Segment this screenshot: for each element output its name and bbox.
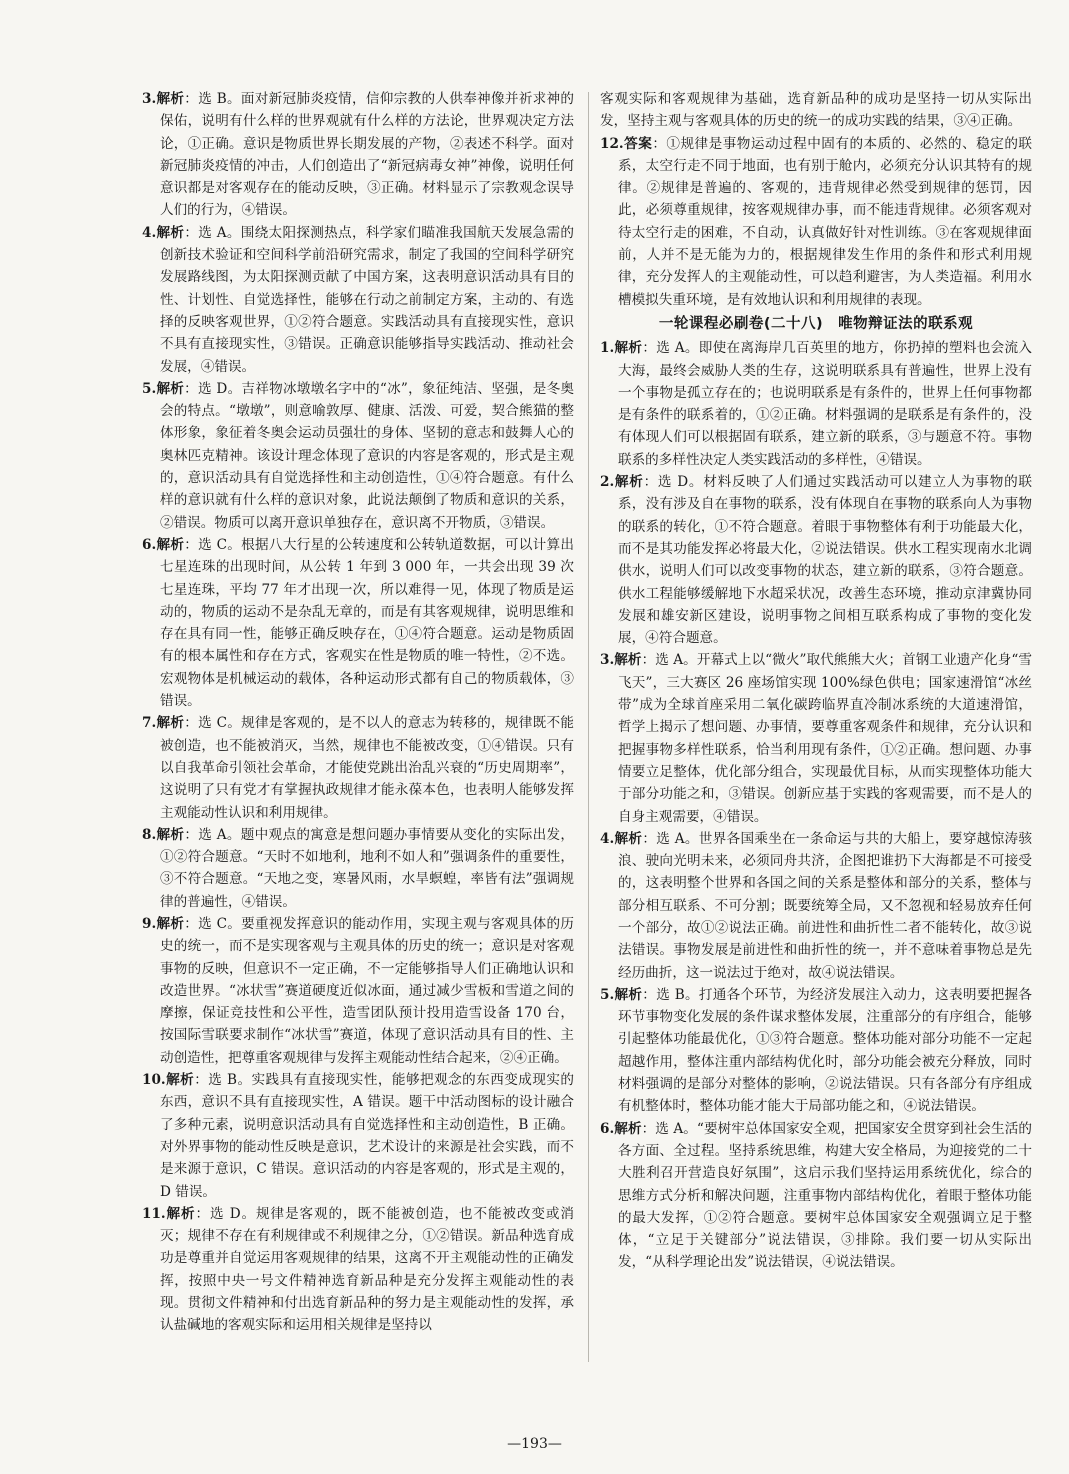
question-number: 5.: [600, 986, 615, 1003]
question-item: [142, 913, 574, 1069]
answer-text: ：选 C。根据八大行星的公转速度和公转轨道数据，可以计算出七星连珠的出现时间，从公转 1 年到 3 000 年，一共会出现 39 次七星连珠，平均 77 年才出现一次，所以难得一见，体现了物质是运动的，物质的运动不是杂乱无章的，而是有其客观规律，说明思维和存在具有同一性，能够正确反映存在，①④符合题意。运动是物质固有的根本属性和存在方式，客观实在性是物质的唯一特性，②不选。宏观物体是机械运动的载体，各种运动形式都有自己的物质载体，③错误。: [160, 536, 574, 710]
answer-keyword: 解析: [156, 536, 185, 553]
analysis-list: [600, 337, 1032, 1273]
answer-text: ：选 A。“要树牢总体国家安全观，把国家安全贯穿到社会生活的各方面、全过程。坚持系统思维，构建大安全格局，为迎接党的二十大胜利召开营造良好氛围”，这启示我们坚持运用系统优化，综合的思维方式分析和解决问题，注重事物内部结构优化，着眼于整体功能的最大发挥，①②符合题意。要树牢总体国家安全观强调立足于整体，“立足于关键部分”说法错误，③排除。我们要一切从实际出发，“从科学理论出发”说法错误，④说法错误。: [618, 1120, 1032, 1271]
answer-text: ：选 D。材料反映了人们通过实践活动可以建立人为事物的联系，没有涉及自在事物的联系，没有体现自在事物的联系向人为事物的联系的转化，①不符合题意。着眼于事物整体有利于功能最大化，而不是其功能发挥必将最大化，②说法错误。供水工程实现南水北调供水，说明人们可以改变事物的状态，建立新的联系，③符合题意。供水工程能够缓解地下水超采状况，改善生态环境，推动京津冀协同发展和雄安新区建设，说明事物之间相互联系构成了事物的变化发展，④符合题意。: [618, 474, 1033, 647]
question-item: [142, 1203, 574, 1337]
section-title: 一轮课程必刷卷(二十八) 唯物辩证法的联系观: [658, 315, 974, 332]
question-number: 12.: [600, 135, 624, 152]
question-item: [600, 337, 1032, 471]
answer-keyword: 解析: [614, 474, 644, 491]
question-number: 6.: [600, 1120, 615, 1137]
continuation-text: 客观实际和客观规律为基础，选育新品种的成功是坚持一切从实际出发，坚持主观与客观具体的历史的统一的成功实践的结果，③④正确。: [600, 91, 1032, 130]
answer-keyword: 解析: [156, 380, 185, 397]
column-divider: [588, 92, 589, 1362]
question-number: 10.: [142, 1072, 166, 1089]
question-number: 11.: [142, 1205, 166, 1222]
question-number: 9.: [142, 915, 157, 932]
answer-keyword: 解析: [156, 91, 185, 107]
answer-text: ：选 A。即使在离海岸几百英里的地方，你扔掉的塑料也会流入大海，最终会威胁人类的生存，这说明联系具有普遍性，世界上没有一个事物是孤立存在的；也说明联系是有条件的，世界上任何事物都是有条件的联系着的，①②正确。材料强调的是联系是有条件的，没有体现人们可以根据固有联系，建立新的联系，③与题意不符。事物联系的多样性决定人类实践活动的多样性，④错误。: [618, 340, 1033, 468]
answer-text: ：选 B。实践具有直接现实性，能够把观念的东西变成现实的东西，意识不具有直接现实性，A 错误。题干中活动图标的设计融合了多种元素，说明意识活动具有自觉选择性和主动创造性，B 正确。对外界事物的能动性反映是意识，艺术设计的来源是社会实践，而不是来源于意识，C 错误。意识活动的内容是客观的，形式是主观的，D 错误。: [160, 1072, 574, 1200]
answer-list: [600, 133, 1032, 311]
answer-text: ：选 A。围绕太阳探测热点，科学家们瞄准我国航天发展急需的创新技术验证和空间科学前沿研究需求，制定了我国的空间科学研究发展路线图，为太阳探测贡献了中国方案，这表明意识活动具有目的性、计划性、自觉选择性，能够在行动之前制定方案，主动的、有选择的反映客观世界，①②符合题意。实践活动具有直接现实性，意识不具有直接现实性，③错误。正确意识能够指导实践活动、推动社会发展，④错误。: [160, 224, 575, 375]
question-item: [142, 824, 574, 913]
right-column: [600, 88, 1032, 1274]
answer-text: ：选 B。面对新冠肺炎疫情，信仰宗教的人供奉神像并祈求神的保佑，说明有什么样的世界观就有什么样的方法论，世界观决定方法论，①正确。意识是物质世界长期发展的产物，②表述不科学。面对新冠肺炎疫情的冲击，人们创造出了“新冠病毒女神”神像，说明任何意识都是对客观存在的能动反映，③正确。材料显示了宗教观念误导人们的行为，④错误。: [160, 91, 575, 219]
question-item: [600, 1118, 1032, 1274]
answer-text: ：选 C。规律是客观的，是不以人的意志为转移的，规律既不能被创造，也不能被消灭，当然，规律也不能被改变，①④错误。只有以自我革命引领社会革命，才能使党跳出治乱兴衰的“历史周期率”，这说明了只有党才有掌握执政规律才能永葆本色，也表明人能够发挥主观能动性认识和利用规律。: [160, 715, 574, 821]
question-item: [600, 133, 1032, 311]
answer-keyword: 解析: [156, 826, 185, 843]
answer-text: ：选 C。要重视发挥意识的能动作用，实现主观与客观具体的历史的统一，而不是实现客观与主观具体的历史的统一；意识是对客观事物的反映，但意识不一定正确，不一定能够指导人们正确地认识和改造世界。“冰状雪”赛道硬度近似冰面，通过减少雪板和雪道之间的摩擦，保证竞技性和公平性，造雪团队预计投用造雪设备 170 台，按国际雪联要求制作“冰状雪”赛道，体现了意识活动具有目的性、主动创造性，把尊重客观规律与发挥主观能动性结合起来，②④正确。: [160, 915, 574, 1066]
question-number: 4.: [142, 224, 157, 241]
answer-text: ：选 B。打通各个环节，为经济发展注入动力，这表明要把握各环节事物变化发展的条件谋求整体发展，注重部分的有序组合，能够引起整体功能最优化，①③符合题意。整体功能对部分功能不一定起超越作用，整体注重内部结构优化时，部分功能会被充分释放，同时材料强调的是部分对整体的影响，②说法错误。只有各部分有序组成有机整体时，整体功能才能大于局部功能之和，④说法错误。: [618, 986, 1033, 1115]
question-item: [142, 712, 574, 823]
question-number: 7.: [142, 715, 157, 732]
answer-keyword: 解析: [614, 986, 643, 1003]
answer-text: ：选 A。题中观点的寓意是想问题办事情要从变化的实际出发，①②符合题意。“天时不如地利，地利不如人和”强调条件的重要性，③不符合题意。“天地之变，寒暑风雨，水旱螟蝗，率皆有法”强调规律的普遍性，④错误。: [160, 826, 575, 910]
answer-keyword: 解析: [156, 224, 185, 241]
question-item: [142, 1069, 574, 1203]
question-number: 2.: [600, 474, 615, 491]
question-number: 3.: [600, 652, 615, 669]
question-number: 5.: [142, 380, 157, 397]
question-number: 8.: [142, 826, 157, 843]
answer-keyword: 解析: [614, 830, 643, 847]
answer-keyword: 解析: [165, 1205, 196, 1222]
answer-keyword: 解析: [614, 340, 643, 357]
question-item: [600, 471, 1032, 649]
answer-keyword: 解析: [156, 715, 185, 732]
answer-keyword: 答案: [623, 135, 653, 152]
page-number: —193—: [507, 1436, 562, 1452]
question-number: 1.: [600, 340, 615, 357]
answer-keyword: 解析: [614, 1120, 642, 1137]
left-column: [142, 88, 574, 1337]
question-number: 3.: [142, 91, 157, 107]
question-item: [142, 222, 574, 378]
question-item: [142, 378, 574, 534]
answer-text: ：选 D。吉祥物冰墩墩名字中的“冰”，象征纯洁、坚强，是冬奥会的特点。“墩墩”，则意喻敦厚、健康、活泼、可爱，契合熊猫的整体形象，象征着冬奥会运动员强壮的身体、坚韧的意志和鼓舞人心的奥林匹克精神。该设计理念体现了意识的内容是客观的，形式是主观的，意识活动具有自觉选择性和主动创造性，①④符合题意。有什么样的意识就有什么样的意识对象，此说法颠倒了物质和意识的关系，②错误。物质可以离开意识单独存在，意识离不开物质，③错误。: [160, 380, 575, 531]
question-item: [600, 984, 1032, 1118]
answer-text: ：选 A。世界各国乘坐在一条命运与共的大船上，要穿越惊涛骇浪、驶向光明未来，必须同舟共济，企图把谁扔下大海都是不可接受的，这表明整个世界和各国之间的关系是整体和部分的关系，整体与部分相互联系、不可分割；既要统筹全局，又不忽视和轻易放弃任何一个部分，故①②说法正确。前进性和曲折性二者不能转化，故③说法错误。事物发展是前进性和曲折性的统一，并不意味着事物总是先经历曲折，这一说法过于绝对，故④说法错误。: [618, 830, 1033, 981]
answer-text: ：选 D。规律是客观的，既不能被创造，也不能被改变或消灭；规律不存在有利规律或不利规律之分，①②错误。新品种选育成功是尊重并自觉运用客观规律的结果，这离不开主观能动性的正确发挥，按照中央一号文件精神选育新品种是充分发挥主观能动性的表现。贯彻文件精神和付出选育新品种的努力是主观能动性的发挥，承认盐碱地的客观实际和运用相关规律是坚持以: [160, 1205, 575, 1334]
question-item: [600, 828, 1032, 984]
answer-text: ：①规律是事物运动过程中固有的本质的、必然的、稳定的联系，太空行走不同于地面，也有别于舱内，必须充分认识其特有的规律。②规律是普遍的、客观的，违背规律必然受到规律的惩罚，因此，必须尊重规律，按客观规律办事，而不能违背规律。必须客观对待太空行走的困难，不自动，认真做好针对性训练。③在客观规律面前，人并不是无能为力的，根据规律发生作用的条件和形式利用规律，充分发挥人的主观能动性，可以趋利避害，为人类造福。利用水槽模拟失重环境，是有效地认识和利用规律的表现。: [618, 135, 1033, 308]
answer-keyword: 解析: [156, 915, 185, 932]
question-item: [600, 649, 1032, 827]
answer-keyword: 解析: [165, 1072, 195, 1089]
question-item: [142, 88, 574, 222]
answer-keyword: 解析: [614, 652, 642, 669]
answer-text: ：选 A。开幕式上以“微火”取代熊熊大火；首钢工业遗产化身“雪飞天”，三大赛区 26 座场馆实现 100%绿色供电；国家速滑馆“冰丝带”成为全球首座采用二氧化碳跨临界直冷制冰系统的大道速滑馆，哲学上揭示了想问题、办事情，要尊重客观条件和规律，充分认识和把握事物多样性联系，恰当利用现有条件，①②正确。想问题、办事情要立足整体，优化部分组合，实现最优目标，从而实现整体功能大于部分功能之和，③错误。创新应基于实践的客观需要，而不是人的自身主观需要，④错误。: [618, 652, 1032, 825]
question-number: 4.: [600, 830, 615, 847]
question-number: 6.: [142, 536, 157, 553]
question-item: [142, 534, 574, 712]
